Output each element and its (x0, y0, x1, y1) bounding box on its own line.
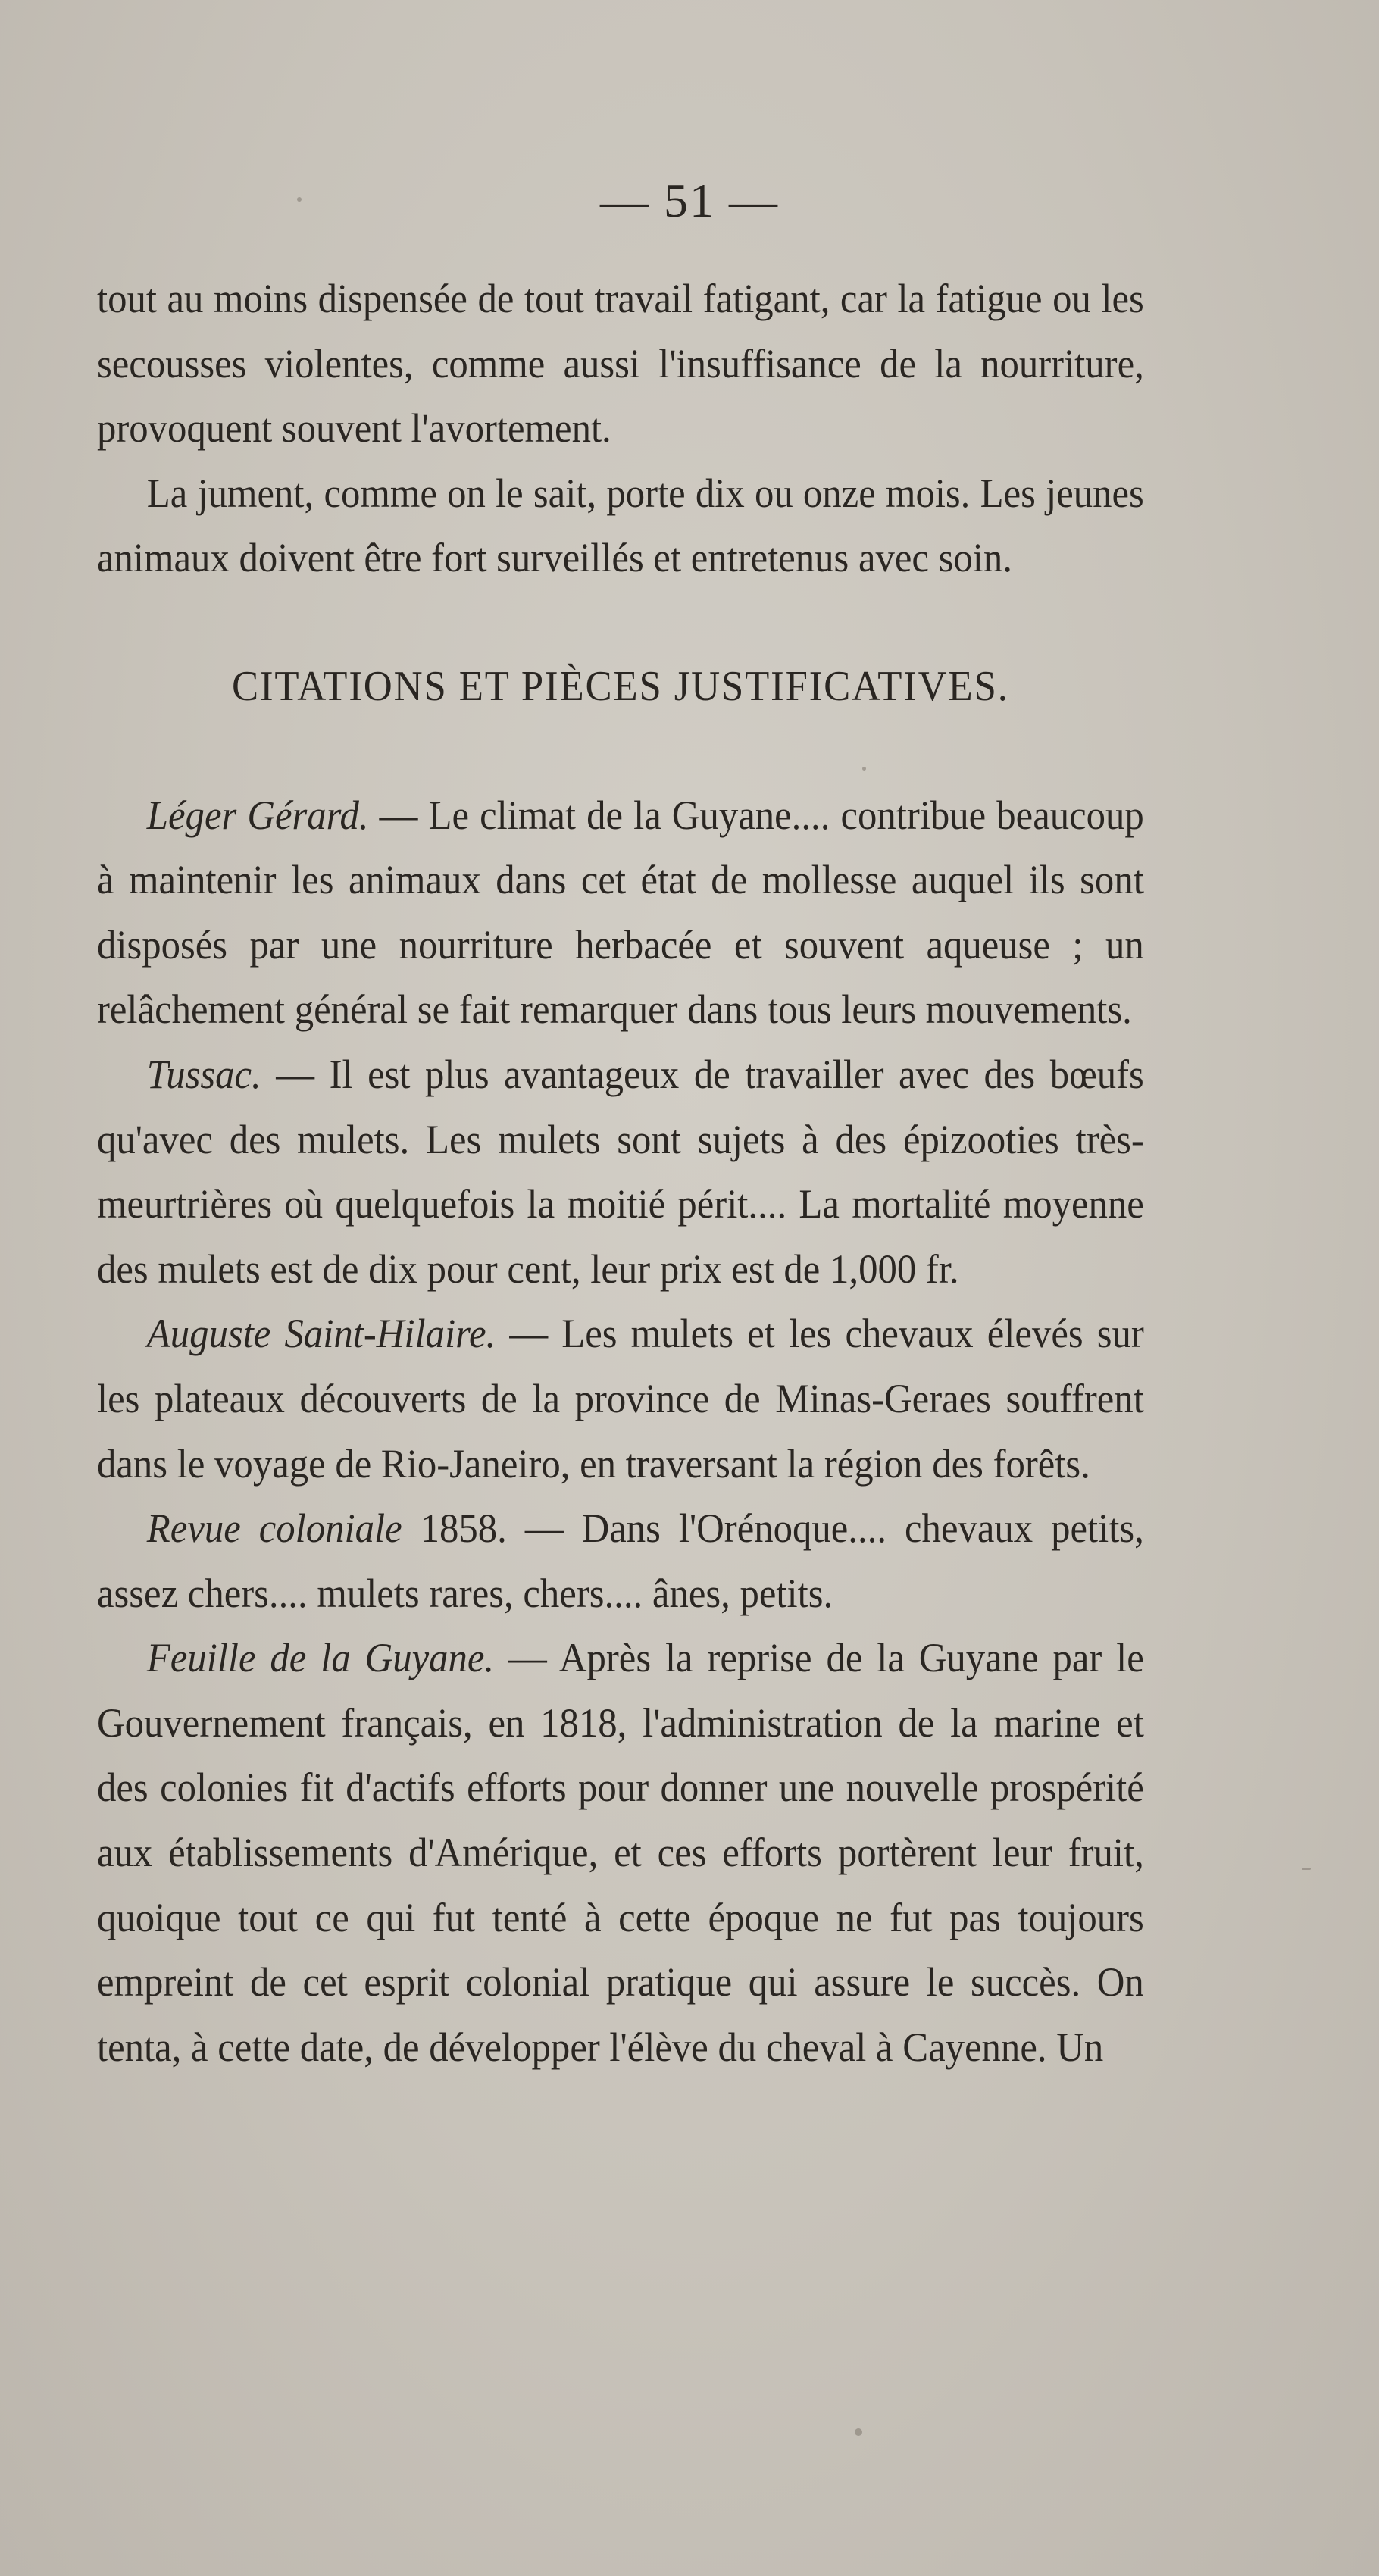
citation-paragraph (97, 1302, 1144, 1496)
citation-text: 1858. — Dans l'Orénoque.... chevaux petits, assez chers.... mulets rares, chers.... ânes, petits. (97, 1505, 1144, 1616)
citation-paragraph (97, 783, 1144, 1043)
paper-speck (297, 197, 302, 202)
citation-author: Feuille de la Guyane. (146, 1635, 495, 1681)
citation-text: — Il est plus avantageux de travailler avec des bœufs qu'avec des mulets. Les mulets sont sujets à des épizooties très-meurtrières où quelquefois la moitié périt.... La mortalité moyenne des mulets est de dix pour cent, leur prix est de 1,000 fr. (97, 1051, 1144, 1292)
page-number: — 51 — (600, 174, 779, 227)
paper-speck (855, 2428, 862, 2436)
paper-speck (1302, 1868, 1311, 1870)
citation-author: Léger Gérard. (146, 792, 369, 838)
citation-paragraph (97, 1496, 1144, 1626)
citation-author: Auguste Saint-Hilaire. (146, 1311, 496, 1357)
intro-paragraph-2: La jument, comme on le sait, porte dix ou onze mois. Les jeunes animaux doivent être fort surveillés et entretenus avec soin. (97, 470, 1144, 581)
paper-speck (862, 767, 866, 771)
citation-paragraph (97, 1626, 1144, 2080)
citation-author: Revue coloniale (146, 1505, 402, 1552)
section-heading: CITATIONS ET PIÈCES JUSTIFICATIVES. (232, 662, 1009, 710)
citation-text: — Après la reprise de la Guyane par le Gouvernement français, en 1818, l'administration de la marine et des colonies fit d'actifs efforts pour donner une nouvelle prospérité aux établissements d'Amérique, et ces efforts portèrent leur fruit, quoique tout ce qui fut tenté à cette époque ne fut pas toujours empreint de cet esprit colonial pratique qui assure le succès. On tenta, à cette date, de développer l'élève du cheval à Cayenne. Un (97, 1635, 1144, 2070)
citation-paragraph (97, 1043, 1144, 1302)
citation-text: — Les mulets et les chevaux élevés sur les plateaux découverts de la province de Minas-Geraes souffrent dans le voyage de Rio-Janeiro, en traversant la région des forêts. (97, 1311, 1144, 1487)
citation-author: Tussac. (146, 1051, 261, 1097)
intro-paragraph-1: tout au moins dispensée de tout travail fatigant, car la fatigue ou les secousses violentes, comme aussi l'insuffisance de la nourriture, provoquent souvent l'avortement. (97, 276, 1144, 452)
text-block (97, 267, 1144, 2080)
citation-text: — Le climat de la Guyane.... contribue beaucoup à maintenir les animaux dans cet état de mollesse auquel ils sont disposés par une nourriture herbacée et souvent aqueuse ; un relâchement général se fait remarquer dans tous leurs mouvements. (97, 792, 1144, 1033)
